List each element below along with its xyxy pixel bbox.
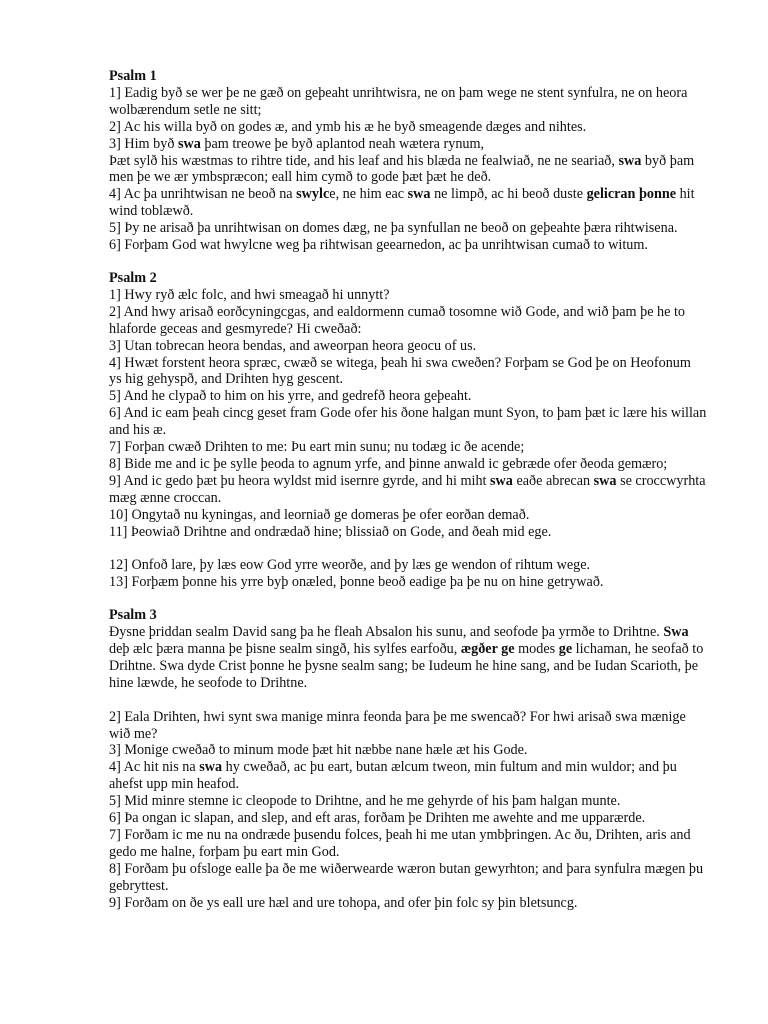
psalm-heading: Psalm 2 — [109, 269, 157, 286]
verse-line: 2] And hwy arisað eorðcyningcgas, and ealdormenn cumað tosomne wið Gode, and wið þam þe he to hlaforde geceas and gesmyrede? Hi cweðað: — [109, 303, 686, 337]
paragraph-gap — [109, 540, 707, 557]
verse-line: 12] Onfoð lare, þy læs eow God yrre weorðe, and þy læs ge wendon of rihtum wege. — [109, 557, 591, 574]
verse-line: 6] And ic eam þeah cincg geset fram Gode ofer his ðone halgan munt Syon, to þam þæt ic lære his willan and his æ. — [109, 405, 707, 439]
verse-line: 5] And he clypað to him on his yrre, and gedrefð heora geþeaht. — [109, 388, 472, 405]
verse-line: 4] Ac þa unrihtwisan ne beoð na swylce, ne him eac swa ne limpð, ac hi beoð duste gelicran þonne hit wind toblæwð. — [109, 186, 695, 220]
psalm-verses — [109, 624, 707, 911]
bold-word: ægðer ge — [460, 640, 515, 657]
verse-line: 4] Ac hit nis na swa hy cweðað, ac þu eart, butan ælcum tweon, min fultum and min wuldor; and þu ahefst upp min heafod. — [109, 759, 677, 793]
verse-line: 3] Him byð swa þam treowe þe byð aplantod neah wætera rynum, — [109, 135, 485, 152]
verse-line: 8] Bide me and ic þe sylle þeoda to agnum yrfe, and þinne anwald ic gebræde ofer ðeoda gemæro; — [109, 455, 668, 472]
psalm-verses — [109, 287, 707, 591]
verse-line: 10] Ongytað nu kyningas, and leorniað ge domeras þe ofer eorðan demað. — [109, 506, 530, 523]
verse-line: 7] Forðam ic me nu na ondræde þusendu folces, þeah hi me utan ymbþringen. Ac ðu, Drihten, aris and gedo me halne, forþam þu eart min God. — [109, 826, 691, 860]
verse-line: Ðysne þriddan sealm David sang þa he fleah Absalon his sunu, and seofode þa yrmðe to Drihtne. Swa deþ ælc þæra manna þe þisne sealm singð, his sylfes earfoðu, ægðer ge modes ge lichaman, he seofað to Drihtne. Swa dyde Crist þonne he þysne sealm sang; be Iudeum he hine sang, and be Iudan Scarioth, þe hine læwde, he seofode to Drihtne. — [109, 624, 704, 691]
verse-line: 1] Eadig byð se wer þe ne gæð on geþeaht unrihtwisra, ne on þam wege ne stent synfulra, ne on heora wolbærendum setle ne sitt; — [109, 84, 688, 118]
verse-line: 5] Þy ne arisað þa unrihtwisan on domes dæg, ne þa synfullan ne beoð on geþeahte þæra rihtwisena. — [109, 220, 678, 237]
verse-line: 4] Hwæt forstent heora spræc, cwæð se witega, þeah hi swa cweðen? Forþam se God þe on Heofonum ys hig gehyspð, and Drihten hyg gescent. — [109, 354, 691, 388]
verse-line: 3] Utan tobrecan heora bendas, and aweorpan heora geocu of us. — [109, 337, 477, 354]
verse-line: 2] Ac his willa byð on godes æ, and ymb his æ he byð smeagende dæges and nihtes. — [109, 118, 587, 135]
verse-line: 6] Forþam God wat hwylcne weg þa rihtwisan geearnedon, ac þa unrihtwisan cumað to witum. — [109, 237, 648, 254]
bold-word: swa — [593, 472, 617, 489]
bold-word: ge — [558, 640, 573, 657]
bold-word: gelicran þonne — [586, 186, 677, 203]
verse-line: 2] Eala Drihten, hwi synt swa manige minra feonda þara þe me swencað? For hwi arisað swa mænige wið me? — [109, 708, 686, 742]
verse-line: 13] Forþæm þonne his yrre byþ onæled, þonne beoð eadige þa þe nu on hine getrywað. — [109, 574, 604, 591]
bold-word: swa — [407, 186, 431, 203]
bold-word: swa — [199, 759, 223, 776]
verse-line: 8] Forðam þu ofsloge ealle þa ðe me wiðerwearde wæron butan gewyrhton; and þara synfulra mægen þu gebryttest. — [109, 860, 704, 894]
verse-line: 9] Forðam on ðe ys eall ure hæl and ure tohopa, and ofer þin folc sy þin bletsuncg. — [109, 894, 578, 911]
bold-word: Swa — [663, 624, 689, 641]
verse-line: 3] Monige cweðað to minum mode þæt hit næbbe nane hæle æt his Gode. — [109, 742, 528, 759]
psalm-heading: Psalm 3 — [109, 607, 157, 624]
verse-line: 11] Þeowiað Drihtne and ondrædað hine; blissiað on Gode, and ðeah mid ege. — [109, 523, 552, 540]
psalm-verses — [109, 85, 707, 254]
paragraph-gap — [109, 692, 707, 709]
psalm-section — [109, 270, 707, 591]
verse-line: 9] And ic gedo þæt þu heora wyldst mid isernre gyrde, and hi miht swa eaðe abrecan swa se croccwyrhta mæg ænne croccan. — [109, 472, 706, 506]
psalm-section — [109, 607, 707, 911]
psalm-section — [109, 68, 707, 254]
bold-word: swylc — [296, 186, 330, 203]
verse-line: 6] Þa ongan ic slapan, and slep, and eft aras, forðam þe Drihten me awehte and me upparærde. — [109, 810, 646, 827]
bold-word: swa — [618, 152, 642, 169]
bold-word: swa — [490, 472, 513, 489]
verse-line: 1] Hwy ryð ælc folc, and hwi smeagað hi unnytt? — [109, 286, 390, 303]
psalm-heading: Psalm 1 — [109, 68, 157, 84]
verse-line: 5] Mid minre stemne ic cleopode to Drihtne, and he me gehyrde of his þam halgan munte. — [109, 793, 621, 810]
document-body — [109, 68, 707, 911]
bold-word: swa — [177, 135, 201, 152]
verse-line: Þæt sylð his wæstmas to rihtre tide, and his leaf and his blæda ne fealwiað, ne ne seariað, swa byð þam men þe we ær ymbspræcon; eall him cymð to gode þæt þæt he deð. — [109, 152, 695, 186]
verse-line: 7] Forþan cwæð Drihten to me: Þu eart min sunu; nu todæg ic ðe acende; — [109, 439, 525, 456]
